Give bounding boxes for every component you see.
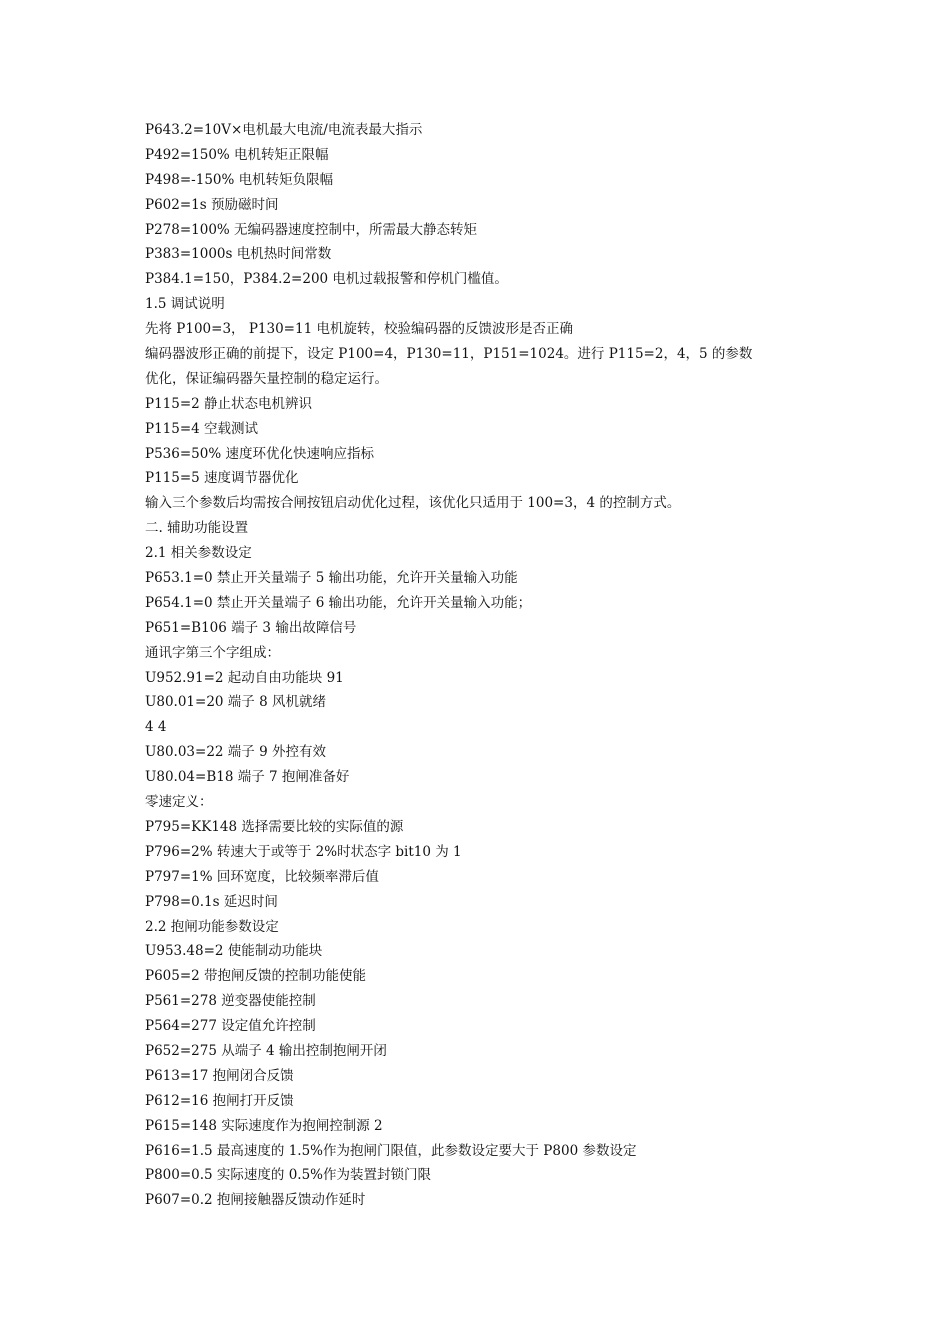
text-line: P498=-150% 电机转矩负限幅 <box>145 171 334 188</box>
text-line: P612=16 抱闸打开反馈 <box>145 1092 294 1109</box>
text-line: P615=148 实际速度作为抱闸控制源 2 <box>145 1117 383 1134</box>
text-line: P798=0.1s 延迟时间 <box>145 893 278 910</box>
section-heading: 2.1 相关参数设定 <box>145 545 252 562</box>
text-line: U80.03=22 端子 9 外控有效 <box>145 744 326 761</box>
text-line: P607=0.2 抱闸接触器反馈动作延时 <box>145 1192 366 1209</box>
text-line: 输入三个参数后均需按合闸按钮启动优化过程，该优化只适用于 100=3，4 的控制方式。 <box>145 495 681 512</box>
text-line: P796=2% 转速大于或等于 2%时状态字 bit10 为 1 <box>145 843 462 860</box>
section-heading: 二. 辅助功能设置 <box>145 520 249 537</box>
text-line: P653.1=0 禁止开关量端子 5 输出功能，允许开关量输入功能 <box>145 570 518 587</box>
section-heading: 1.5 调试说明 <box>145 296 225 313</box>
text-line: P800=0.5 实际速度的 0.5%作为装置封锁门限 <box>145 1167 432 1184</box>
text-line: 零速定义： <box>145 794 213 811</box>
text-line: P605=2 带抱闸反馈的控制功能使能 <box>145 968 367 985</box>
text-line: P492=150% 电机转矩正限幅 <box>145 146 329 163</box>
text-line: 优化，保证编码器矢量控制的稳定运行。 <box>145 370 388 387</box>
text-line: P602=1s 预励磁时间 <box>145 196 279 213</box>
text-line: P564=277 设定值允许控制 <box>145 1018 316 1035</box>
text-line: U80.04=B18 端子 7 抱闸准备好 <box>145 769 350 786</box>
text-line: P536=50% 速度环优化快速响应指标 <box>145 445 374 462</box>
text-line: U953.48=2 使能制动功能块 <box>145 943 323 960</box>
text-line: P643.2=10V×电机最大电流/电流表最大指示 <box>145 122 423 138</box>
text-line: 通讯字第三个字组成： <box>145 644 280 661</box>
document-body <box>145 118 805 1213</box>
text-line: P797=1% 回环宽度，比较频率滞后值 <box>145 868 379 885</box>
text-line: P384.1=150，P384.2=200 电机过载报警和停机门槛值。 <box>145 271 508 288</box>
text-line: P652=275 从端子 4 输出控制抱闸开闭 <box>145 1042 387 1059</box>
text-line: P383=1000s 电机热时间常数 <box>145 246 332 263</box>
text-line: U80.01=20 端子 8 风机就绪 <box>145 694 326 711</box>
text-line: P115=4 空载测试 <box>145 420 259 437</box>
text-line: 编码器波形正确的前提下，设定 P100=4，P130=11，P151=1024。进行 P115=2，4，5 的参数 <box>145 346 753 363</box>
text-line: P795=KK148 选择需要比较的实际值的源 <box>145 818 404 835</box>
text-line: P613=17 抱闸闭合反馈 <box>145 1067 294 1084</box>
section-heading: 2.2 抱闸功能参数设定 <box>145 918 279 935</box>
text-line: P115=5 速度调节器优化 <box>145 470 299 487</box>
text-line: P561=278 逆变器使能控制 <box>145 993 316 1010</box>
text-line: P654.1=0 禁止开关量端子 6 输出功能，允许开关量输入功能； <box>145 594 532 611</box>
text-line: 4 4 <box>145 719 167 736</box>
text-line: P115=2 静止状态电机辨识 <box>145 395 313 412</box>
text-line: U952.91=2 起动自由功能块 91 <box>145 669 344 686</box>
text-line: 先将 P100=3， P130=11 电机旋转，校验编码器的反馈波形是否正确 <box>145 321 573 338</box>
text-line: P616=1.5 最高速度的 1.5%作为抱闸门限值，此参数设定要大于 P800 参数设定 <box>145 1142 637 1159</box>
text-line: P278=100% 无编码器速度控制中，所需最大静态转矩 <box>145 221 478 238</box>
text-line: P651=B106 端子 3 输出故障信号 <box>145 619 357 636</box>
